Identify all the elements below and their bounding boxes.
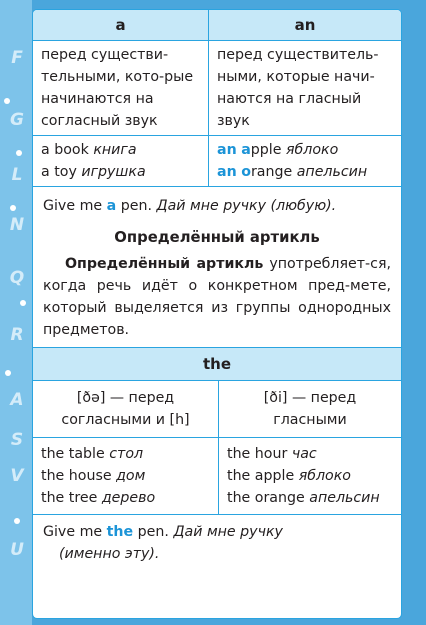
example-line: a book книга	[41, 142, 137, 158]
a-rule: перед существи-тельными, кото-рые начинаются на согласный звук	[33, 41, 209, 135]
decorative-dot	[5, 370, 11, 376]
side-letter: R	[10, 325, 24, 345]
definite-paragraph: Определённый артикль употребляет-ся, когда речь идёт о конкретном пред-мете, который выделяется из группы однородных предметов.	[43, 256, 391, 338]
an-rule: перед существитель-ными, которые начи-наются на гласный звук	[217, 47, 379, 129]
the-vowel-rule: [ði] — перед гласными	[263, 390, 357, 428]
side-letter: L	[11, 165, 23, 185]
decorative-dot	[16, 150, 22, 156]
example-line: an apple яблоко	[217, 142, 339, 158]
decorative-dot	[20, 300, 26, 306]
the-consonant-rule: [ðə] — перед согласными и [h]	[33, 381, 219, 437]
side-letter: F	[11, 48, 23, 68]
side-letter: S	[10, 430, 24, 450]
the-header: the	[33, 348, 401, 381]
a-examples	[33, 136, 209, 186]
an-examples	[209, 136, 401, 186]
side-letter: N	[9, 215, 25, 235]
grammar-card	[32, 9, 402, 619]
col-a-header: a	[33, 10, 209, 40]
example-line: the orange апельсин	[227, 490, 380, 506]
example-line: the hour час	[227, 446, 317, 462]
indefinite-rule-row	[33, 41, 401, 136]
example-line: a toy игрушка	[41, 164, 146, 180]
example-line: an orange апельсин	[217, 164, 368, 180]
side-letter: Q	[9, 268, 25, 288]
indefinite-sentence: Give me a pen. Дай мне ручку (любую).	[43, 198, 337, 214]
decorative-dot	[10, 205, 16, 211]
side-letter: A	[10, 390, 24, 410]
definite-section	[33, 187, 401, 348]
decorative-side-band	[0, 0, 32, 625]
side-letter: V	[10, 466, 24, 486]
the-consonant-examples	[33, 438, 219, 514]
side-letter: G	[10, 110, 24, 130]
the-vowel-examples	[219, 438, 401, 514]
example-line: the table стол	[41, 446, 144, 462]
example-line: the house дом	[41, 468, 146, 484]
col-an-header: an	[209, 10, 401, 40]
section-title: Определённый артикль	[114, 229, 320, 246]
definite-examples-row	[33, 438, 401, 515]
definite-sentence: Give me the pen. Дай мне ручку (именно эту).	[43, 524, 283, 562]
decorative-dot	[14, 518, 20, 524]
side-letter: U	[10, 540, 24, 560]
indefinite-header-row	[33, 10, 401, 41]
definite-rule-row	[33, 381, 401, 438]
example-line: the apple яблоко	[227, 468, 351, 484]
indefinite-examples-row	[33, 136, 401, 187]
decorative-dot	[4, 98, 10, 104]
example-line: the tree дерево	[41, 490, 156, 506]
